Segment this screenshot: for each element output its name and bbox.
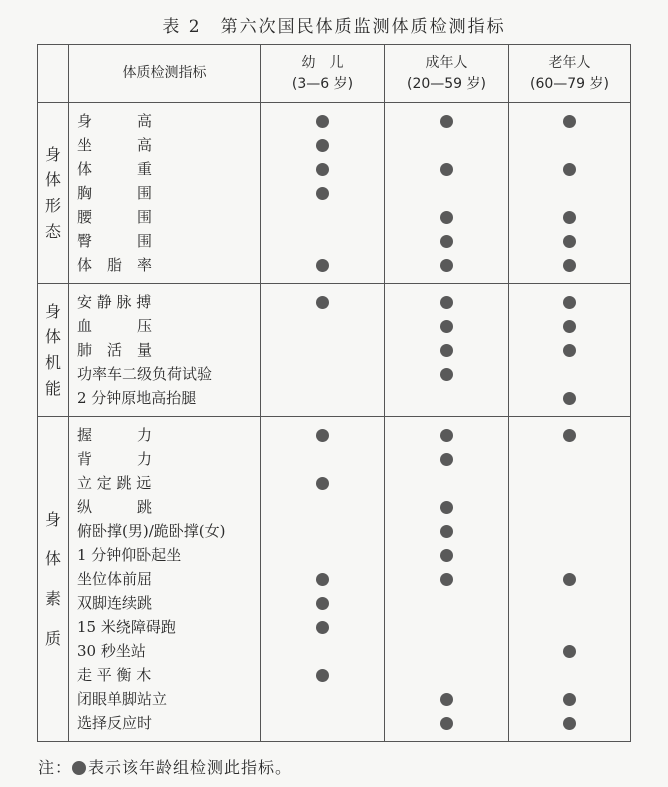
measured-dot-icon — [316, 429, 329, 442]
measured-dot-icon — [440, 368, 453, 381]
category-char: 机 — [44, 353, 61, 372]
footnote-prefix: 注： — [38, 758, 73, 777]
measured-dot-icon — [563, 693, 576, 706]
measured-dot-icon — [316, 621, 329, 634]
mark-cell — [261, 133, 384, 157]
category-char: 素 — [44, 589, 61, 608]
category-cell — [38, 417, 69, 742]
mark-cell — [385, 253, 508, 277]
mark-cell — [385, 229, 508, 253]
mark-cell — [385, 314, 508, 338]
indicator-name: 闭眼单脚站立 — [77, 690, 168, 708]
indicator-name: 体 重 — [77, 160, 153, 178]
mark-cell — [261, 109, 384, 133]
table-title: 表 2 第六次国民体质监测体质检测指标 — [162, 17, 506, 37]
measured-dot-icon — [316, 669, 329, 682]
mark-cell — [261, 253, 384, 277]
measured-dot-icon — [440, 259, 453, 272]
indicator-name: 立 定 跳 远 — [77, 474, 152, 492]
category-char: 体 — [44, 327, 61, 347]
indicator-name: 双脚连续跳 — [77, 594, 153, 612]
indicator-name: 俯卧撑(男)/跪卧撑(女) — [77, 522, 226, 540]
category-char: 质 — [44, 628, 61, 648]
mark-cell — [385, 615, 508, 639]
mark-cell — [509, 591, 630, 615]
category-cell — [38, 284, 69, 417]
measured-dot-icon — [563, 320, 576, 333]
measured-dot-icon — [563, 163, 576, 176]
mark-cell — [261, 495, 384, 519]
measured-dot-icon — [440, 115, 453, 128]
measured-dot-icon — [563, 344, 576, 357]
measured-dot-icon — [316, 296, 329, 309]
section-row — [38, 103, 631, 284]
mark-cell — [385, 362, 508, 386]
indicator-name: 体 脂 率 — [77, 256, 153, 274]
mark-cell — [261, 615, 384, 639]
mark-cell — [509, 639, 630, 663]
mark-cell — [509, 663, 630, 687]
header-group-child: 幼 儿 (3—6 岁) — [261, 45, 385, 103]
measured-dot-icon — [563, 717, 576, 730]
section-row — [38, 284, 631, 417]
mark-cell — [261, 591, 384, 615]
indicator-name: 臀 围 — [77, 232, 153, 250]
mark-cell — [385, 591, 508, 615]
bullet-dot-icon — [72, 761, 86, 775]
measured-dot-icon — [316, 477, 329, 490]
measured-dot-icon — [440, 344, 453, 357]
mark-cell — [385, 567, 508, 591]
mark-cell — [509, 495, 630, 519]
mark-cell — [261, 290, 384, 314]
header-group-elderly: 老年人 (60—79 岁) — [509, 45, 631, 103]
mark-cell — [509, 181, 630, 205]
mark-cell — [261, 314, 384, 338]
measured-dot-icon — [316, 187, 329, 200]
marks-column-adult — [385, 103, 509, 284]
mark-cell — [261, 229, 384, 253]
mark-cell — [261, 423, 384, 447]
indicator-name: 胸 围 — [77, 184, 153, 202]
indicator-name: 选择反应时 — [77, 714, 153, 732]
indicator-list — [69, 103, 261, 284]
marks-column-child — [261, 103, 385, 284]
category-char: 体 — [44, 549, 61, 569]
indicator-list — [69, 284, 261, 417]
category-char: 身 — [44, 509, 61, 529]
measured-dot-icon — [563, 115, 576, 128]
indicator-name: 血 压 — [77, 317, 153, 335]
indicator-name: 功率车二级负荷试验 — [77, 365, 213, 383]
measured-dot-icon — [440, 320, 453, 333]
header-row — [38, 45, 631, 103]
mark-cell — [385, 133, 508, 157]
measured-dot-icon — [563, 573, 576, 586]
measured-dot-icon — [316, 259, 329, 272]
mark-cell — [385, 711, 508, 735]
category-char: 身 — [44, 301, 61, 321]
section-row — [38, 417, 631, 742]
mark-cell — [261, 447, 384, 471]
indicator-name: 30 秒坐站 — [77, 642, 146, 660]
mark-cell — [385, 447, 508, 471]
mark-cell — [509, 157, 630, 181]
mark-cell — [509, 133, 630, 157]
measured-dot-icon — [563, 296, 576, 309]
indicator-name: 15 米绕障碍跑 — [77, 618, 176, 636]
header-indicator: 体质检测指标 — [69, 45, 261, 103]
measured-dot-icon — [563, 259, 576, 272]
mark-cell — [509, 386, 630, 410]
indicator-name: 肺 活 量 — [77, 341, 153, 359]
measured-dot-icon — [440, 235, 453, 248]
indicator-name: 纵 跳 — [77, 498, 153, 516]
mark-cell — [509, 543, 630, 567]
measured-dot-icon — [440, 525, 453, 538]
mark-cell — [261, 567, 384, 591]
mark-cell — [509, 109, 630, 133]
mark-cell — [261, 687, 384, 711]
mark-cell — [385, 471, 508, 495]
mark-cell — [509, 567, 630, 591]
mark-cell — [509, 687, 630, 711]
header-group-adult: 成年人 (20—59 岁) — [385, 45, 509, 103]
mark-cell — [261, 663, 384, 687]
indicator-name: 坐位体前屈 — [77, 570, 153, 588]
mark-cell — [509, 290, 630, 314]
measured-dot-icon — [440, 429, 453, 442]
category-cell — [38, 103, 69, 284]
measured-dot-icon — [440, 549, 453, 562]
mark-cell — [261, 711, 384, 735]
mark-cell — [385, 663, 508, 687]
indicator-name: 身 高 — [77, 112, 153, 130]
measured-dot-icon — [563, 235, 576, 248]
header-blank — [38, 45, 69, 103]
measured-dot-icon — [440, 453, 453, 466]
mark-cell — [385, 543, 508, 567]
mark-cell — [509, 447, 630, 471]
footnote-text: 表示该年龄组检测此指标。 — [88, 758, 293, 777]
marks-column-adult — [385, 284, 509, 417]
category-char: 态 — [44, 221, 61, 241]
indicator-name: 安 静 脉 搏 — [77, 293, 152, 311]
mark-cell — [261, 338, 384, 362]
mark-cell — [385, 423, 508, 447]
mark-cell — [261, 639, 384, 663]
mark-cell — [385, 181, 508, 205]
indicator-name: 坐 高 — [77, 136, 153, 154]
measured-dot-icon — [440, 717, 453, 730]
marks-column-child — [261, 284, 385, 417]
mark-cell — [385, 639, 508, 663]
mark-cell — [385, 495, 508, 519]
measured-dot-icon — [440, 501, 453, 514]
indicator-name: 2 分钟原地高抬腿 — [77, 389, 197, 407]
mark-cell — [509, 338, 630, 362]
marks-column-elderly — [509, 417, 631, 742]
mark-cell — [261, 519, 384, 543]
mark-cell — [261, 181, 384, 205]
indicator-name: 腰 围 — [77, 208, 153, 226]
mark-cell — [509, 362, 630, 386]
mark-cell — [509, 615, 630, 639]
mark-cell — [509, 253, 630, 277]
measured-dot-icon — [440, 163, 453, 176]
mark-cell — [261, 471, 384, 495]
mark-cell — [385, 290, 508, 314]
indicator-name: 1 分钟仰卧起坐 — [77, 546, 182, 564]
mark-cell — [509, 471, 630, 495]
mark-cell — [509, 711, 630, 735]
indicator-name: 背 力 — [77, 450, 153, 468]
mark-cell — [261, 386, 384, 410]
indicator-name: 走 平 衡 木 — [77, 666, 152, 684]
mark-cell — [261, 205, 384, 229]
mark-cell — [385, 338, 508, 362]
category-char: 体 — [44, 170, 61, 190]
measured-dot-icon — [316, 573, 329, 586]
mark-cell — [385, 386, 508, 410]
mark-cell — [509, 229, 630, 253]
marks-column-child — [261, 417, 385, 742]
mark-cell — [385, 157, 508, 181]
marks-column-elderly — [509, 284, 631, 417]
measured-dot-icon — [316, 597, 329, 610]
measured-dot-icon — [316, 115, 329, 128]
mark-cell — [385, 687, 508, 711]
marks-column-adult — [385, 417, 509, 742]
measured-dot-icon — [563, 429, 576, 442]
marks-column-elderly — [509, 103, 631, 284]
footnote — [38, 755, 292, 778]
measured-dot-icon — [440, 573, 453, 586]
measured-dot-icon — [440, 211, 453, 224]
indicator-table — [37, 44, 631, 742]
measured-dot-icon — [440, 296, 453, 309]
indicator-name: 握 力 — [77, 426, 153, 444]
mark-cell — [509, 314, 630, 338]
mark-cell — [385, 205, 508, 229]
category-char: 形 — [44, 196, 61, 215]
category-char: 身 — [44, 144, 61, 164]
measured-dot-icon — [563, 211, 576, 224]
mark-cell — [385, 109, 508, 133]
mark-cell — [385, 519, 508, 543]
mark-cell — [509, 519, 630, 543]
mark-cell — [509, 423, 630, 447]
mark-cell — [261, 543, 384, 567]
mark-cell — [261, 362, 384, 386]
measured-dot-icon — [440, 693, 453, 706]
measured-dot-icon — [316, 139, 329, 152]
mark-cell — [261, 157, 384, 181]
measured-dot-icon — [316, 163, 329, 176]
category-char: 能 — [44, 378, 61, 398]
indicator-list — [69, 417, 261, 742]
measured-dot-icon — [563, 392, 576, 405]
mark-cell — [509, 205, 630, 229]
measured-dot-icon — [563, 645, 576, 658]
